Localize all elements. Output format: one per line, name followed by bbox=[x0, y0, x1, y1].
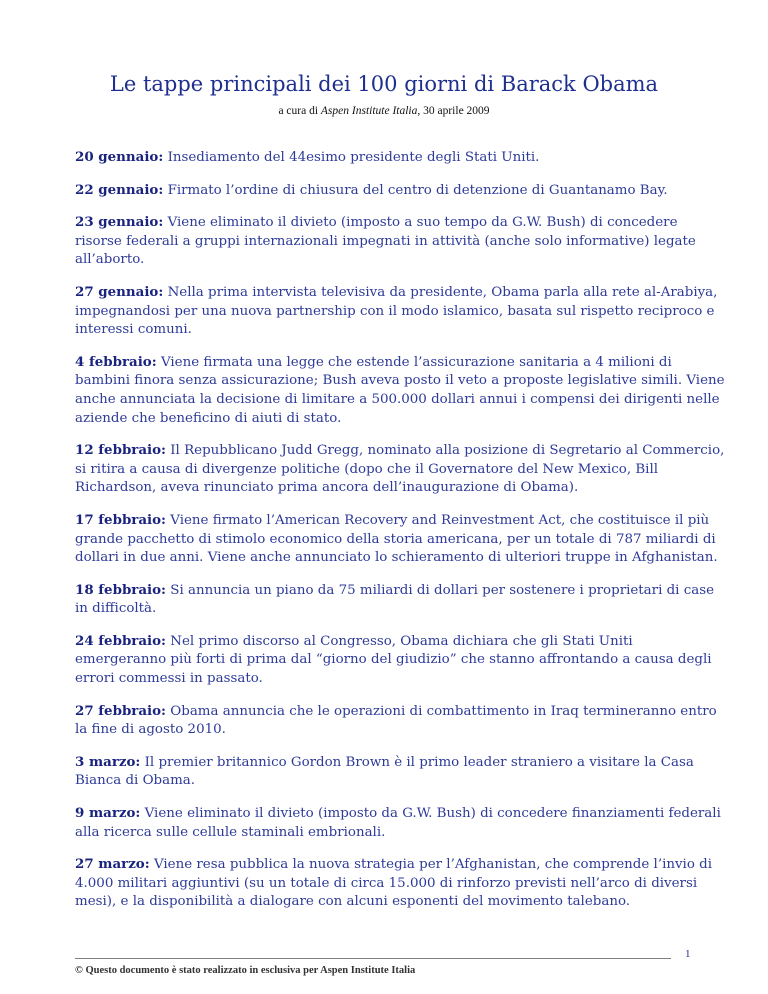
entry-date: 17 febbraio: bbox=[75, 511, 166, 528]
entry-date: 27 gennaio: bbox=[75, 283, 164, 300]
entry-text: Viene eliminato il divieto (imposto da G.W. Bush) di concedere finanziamenti federali alla ricerca sulle cellule staminali embrionali. bbox=[75, 806, 721, 840]
entry-date: 12 febbraio: bbox=[75, 442, 166, 459]
entry-date: 9 marzo: bbox=[75, 805, 141, 822]
entry-date: 20 gennaio: bbox=[75, 149, 164, 165]
timeline-entry bbox=[75, 632, 725, 689]
page-number: 1 bbox=[685, 948, 691, 960]
footer-divider bbox=[75, 958, 671, 959]
timeline-entry bbox=[75, 753, 725, 791]
timeline-entry bbox=[75, 353, 725, 428]
entry-text: Viene firmata una legge che estende l’assicurazione sanitaria a 4 milioni di bambini finora senza assicurazione; Bush aveva posto il veto a proposte legislative simili. Viene anche annunciata la decisione di limitare a 500.000 dollari annui i compensi dei dirigenti nelle aziende che beneficino di aiuti di stato. bbox=[75, 354, 725, 426]
entry-text: Il premier britannico Gordon Brown è il primo leader straniero a visitare la Casa Bianca di Obama. bbox=[75, 754, 694, 789]
footer-copyright: © Questo documento è stato realizzato in esclusiva per Aspen Institute Italia bbox=[75, 965, 416, 976]
subtitle-organization: Aspen Institute Italia, bbox=[320, 105, 421, 117]
timeline-entry bbox=[75, 283, 725, 340]
timeline-entry bbox=[75, 581, 725, 619]
timeline-entry bbox=[75, 511, 725, 568]
timeline-entries bbox=[75, 148, 725, 925]
timeline-entry bbox=[75, 804, 725, 842]
subtitle-prefix: a cura di bbox=[278, 105, 321, 117]
entry-text: Viene firmato l’American Recovery and Reinvestment Act, che costituisce il più grande pacchetto di stimolo economico della storia americana, per un totale di 787 miliardi di dollari in due anni. Viene anche annunciato lo schieramento di ulteriori truppe in Afghanistan. bbox=[75, 512, 718, 566]
entry-date: 22 gennaio: bbox=[75, 181, 164, 198]
entry-text: Firmato l’ordine di chiusura del centro di detenzione di Guantanamo Bay. bbox=[167, 182, 668, 198]
entry-date: 27 marzo: bbox=[75, 856, 150, 873]
entry-date: 27 febbraio: bbox=[75, 702, 166, 719]
timeline-entry bbox=[75, 213, 725, 270]
entry-text: Viene eliminato il divieto (imposto a suo tempo da G.W. Bush) di concedere risorse federali a gruppi internazionali impegnati in attività (anche solo informative) legate all’aborto. bbox=[75, 215, 696, 268]
timeline-entry bbox=[75, 148, 725, 168]
timeline-entry bbox=[75, 855, 725, 912]
entry-text: Insediamento del 44esimo presidente degli Stati Uniti. bbox=[167, 150, 540, 165]
entry-text: Si annuncia un piano da 75 miliardi di dollari per sostenere i proprietari di case in difficoltà. bbox=[75, 582, 714, 617]
document-title: Le tappe principali dei 100 giorni di Barack Obama bbox=[109, 72, 659, 96]
entry-text: Nella prima intervista televisiva da presidente, Obama parla alla rete al-Arabiya, impegnandosi per una nuova partnership con il modo islamico, basata sul rispetto reciproco e interessi comuni. bbox=[75, 284, 718, 338]
entry-text: Il Repubblicano Judd Gregg, nominato alla posizione di Segretario al Commercio, si ritira a causa di divergenze politiche (dopo che il Governatore del New Mexico, Bill Richardson, aveva rinunciato prima ancora dell’inaugurazione di Obama). bbox=[75, 443, 725, 496]
entry-text: Viene resa pubblica la nuova strategia per l’Afghanistan, che comprende l’invio di 4.000 militari aggiuntivi (su un totale di circa 15.000 di rinforzo previsti nell’arco di diversi mesi), e la disponibilità a dialogare con alcuni esponenti del movimento talebano. bbox=[75, 857, 713, 910]
entry-date: 3 marzo: bbox=[75, 753, 141, 770]
timeline-entry bbox=[75, 181, 725, 201]
entry-text: Nel primo discorso al Congresso, Obama dichiara che gli Stati Uniti emergeranno più forti di prima dal “giorno del giudizio” che stanno affrontando a causa degli errori commessi in passato. bbox=[75, 633, 712, 687]
entry-date: 24 febbraio: bbox=[75, 632, 166, 649]
subtitle-date: 30 aprile 2009 bbox=[420, 105, 490, 117]
entry-date: 18 febbraio: bbox=[75, 581, 166, 598]
timeline-entry bbox=[75, 441, 725, 498]
document-subtitle bbox=[0, 104, 768, 118]
entry-date: 4 febbraio: bbox=[75, 353, 157, 370]
entry-date: 23 gennaio: bbox=[75, 214, 164, 231]
entry-text: Obama annuncia che le operazioni di combattimento in Iraq termineranno entro la fine di agosto 2010. bbox=[75, 703, 717, 738]
timeline-entry bbox=[75, 702, 725, 740]
